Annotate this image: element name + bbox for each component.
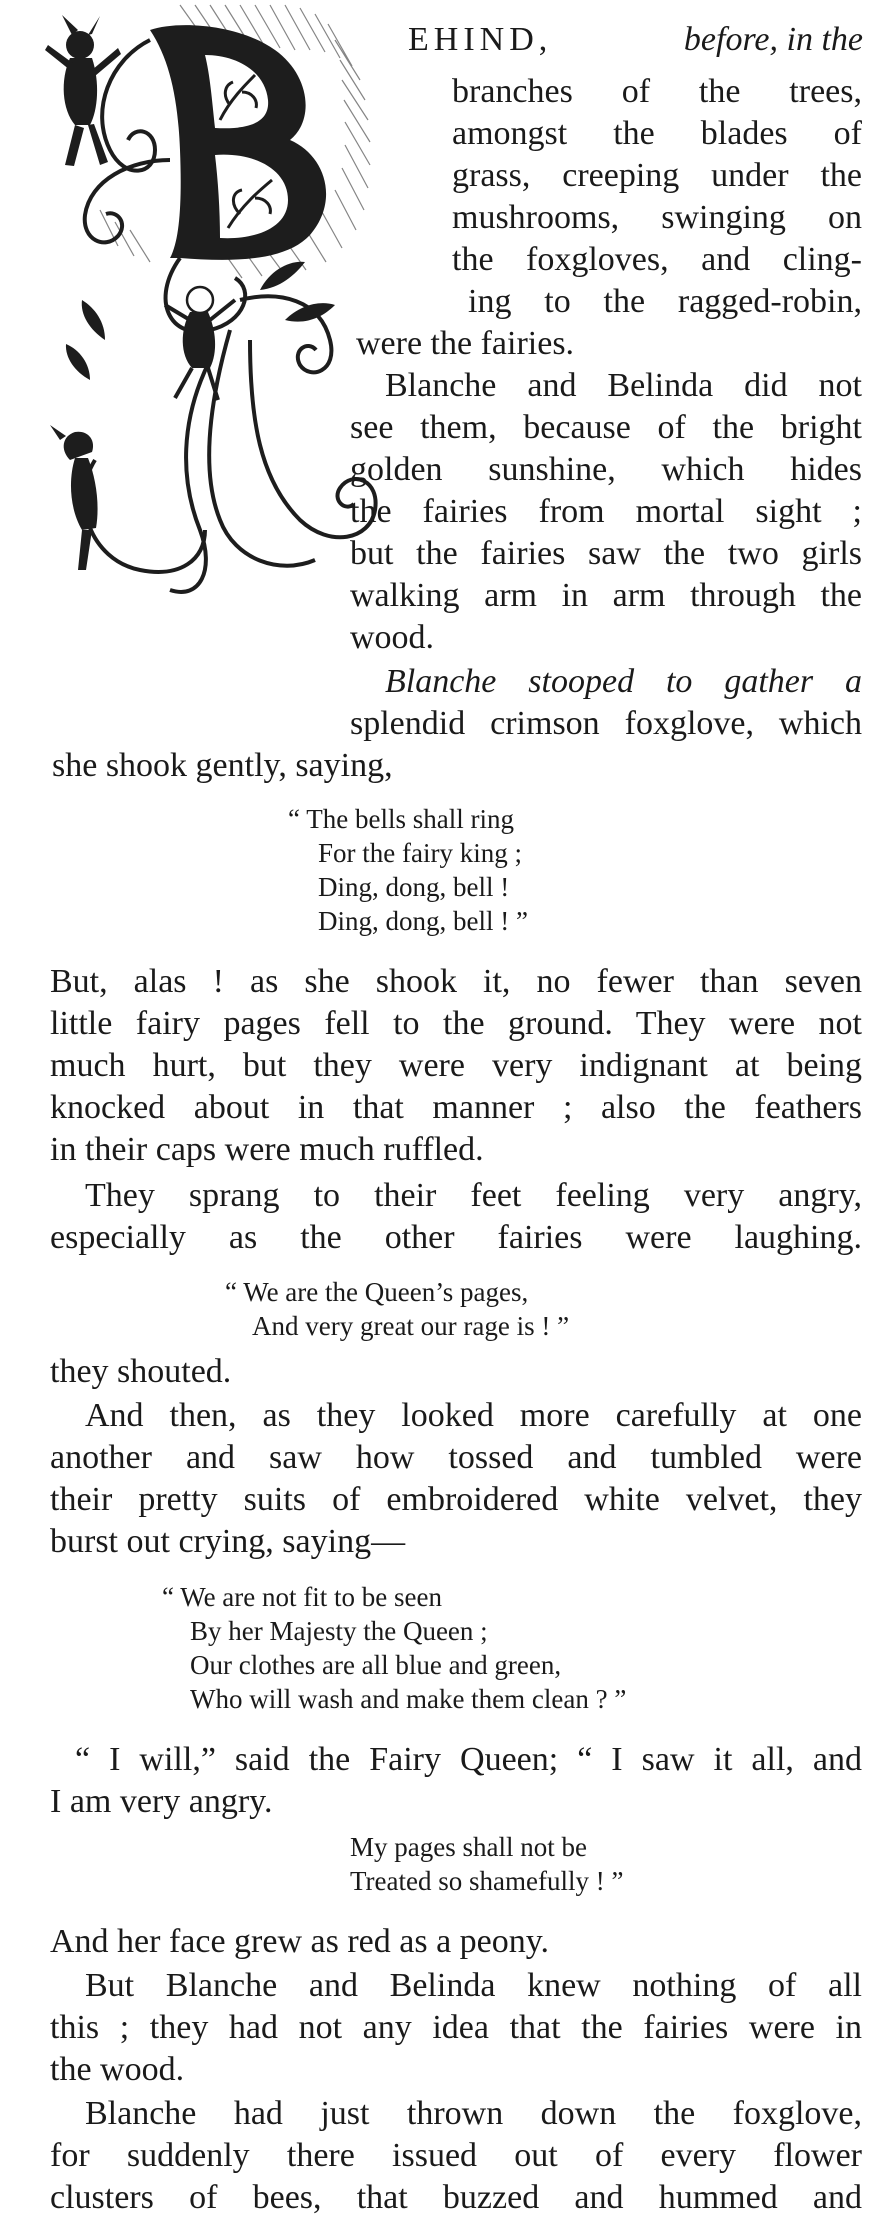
para10-line-2: this ; they had not any idea that the fairies were in (50, 2009, 862, 2046)
para1-line-1-tail: before, in the (683, 21, 863, 58)
para1-line-6: the foxgloves, and cling- (452, 241, 862, 278)
para3-line-3: she shook gently, saying, (52, 747, 393, 784)
para6-line-1: they shouted. (50, 1353, 232, 1390)
para2-line-3: golden sunshine, which hides (350, 451, 862, 488)
para4-line-5: in their caps were much ruffled. (50, 1131, 484, 1168)
verse4-line-1: My pages shall not be (350, 1832, 587, 1862)
imp-figure-top (45, 15, 121, 166)
verse3-line-1: “ We are not fit to be seen (162, 1582, 442, 1612)
para1-line-3: amongst the blades of (452, 115, 862, 152)
verse3-line-3: Our clothes are all blue and green, (190, 1650, 562, 1680)
para5-line-1: They sprang to their feet feeling very angry, (85, 1177, 862, 1214)
para7-line-4: burst out crying, saying— (50, 1523, 406, 1560)
para7-line-3: their pretty suits of embroidered white velvet, they (50, 1481, 862, 1518)
para2-line-2: see them, because of the bright (350, 409, 862, 446)
verse2-line-1: “ We are the Queen’s pages, (225, 1277, 529, 1307)
para10-line-3: the wood. (50, 2051, 185, 2088)
para1-line-8: were the fairies. (356, 325, 575, 362)
para2-line-4: the fairies from mortal sight ; (350, 493, 862, 530)
para7-line-1: And then, as they looked more carefully at one (85, 1397, 862, 1434)
verse1-line-1: “ The bells shall ring (288, 804, 514, 834)
para3-line-1: Blanche stooped to gather a (385, 663, 862, 700)
verse2-line-2: And very great our rage is ! ” (252, 1311, 570, 1341)
verse1-line-2: For the fairy king ; (318, 838, 522, 868)
para2-line-5: but the fairies saw the two girls (350, 535, 862, 572)
para4-line-2: little fairy pages fell to the ground. They were not (50, 1005, 862, 1042)
para5-line-2: especially as the other fairies were laughing. (50, 1219, 862, 1256)
para11-line-2: for suddenly there issued out of every flower (50, 2137, 862, 2174)
para2-line-6: walking arm in arm through the (350, 577, 862, 614)
para1-line-4: grass, creeping under the (452, 157, 862, 194)
para1-line-2: branches of the trees, (452, 73, 862, 110)
verse4-line-2: Treated so shamefully ! ” (350, 1866, 624, 1896)
para4-line-3: much hurt, but they were very indignant at being (50, 1047, 862, 1084)
para11-line-1: Blanche had just thrown down the foxglove, (85, 2095, 862, 2132)
verse3-line-2: By her Majesty the Queen ; (190, 1616, 488, 1646)
para4-line-1: But, alas ! as she shook it, no fewer than seven (50, 963, 862, 1000)
para9-line-1: And her face grew as red as a peony. (50, 1923, 550, 1960)
para8-line-1: “ I will,” said the Fairy Queen; “ I saw it all, and (75, 1741, 862, 1778)
imp-figure-lower (50, 425, 98, 570)
verse1-line-3: Ding, dong, bell ! (318, 872, 510, 902)
para3-line-2: splendid crimson foxglove, which (350, 705, 862, 742)
para1-line-5: mushrooms, swinging on (452, 199, 862, 236)
drop-cap-remainder: EHIND, (408, 21, 553, 58)
para10-line-1: But Blanche and Belinda knew nothing of all (85, 1967, 862, 2004)
para8-line-2: I am very angry. (50, 1783, 273, 1820)
para2-line-7: wood. (350, 619, 435, 656)
para1-line-1 (408, 20, 863, 60)
para7-line-2: another and saw how tossed and tumbled were (50, 1439, 862, 1476)
para2-line-1: Blanche and Belinda did not (385, 367, 862, 404)
para11-line-3: clusters of bees, that buzzed and hummed and (50, 2179, 862, 2216)
para4-line-4: knocked about in that manner ; also the feathers (50, 1089, 862, 1126)
verse3-line-4: Who will wash and make them clean ? ” (190, 1684, 627, 1714)
verse1-line-4: Ding, dong, bell ! ” (318, 906, 528, 936)
para1-line-7: ing to the ragged-robin, (468, 283, 862, 320)
